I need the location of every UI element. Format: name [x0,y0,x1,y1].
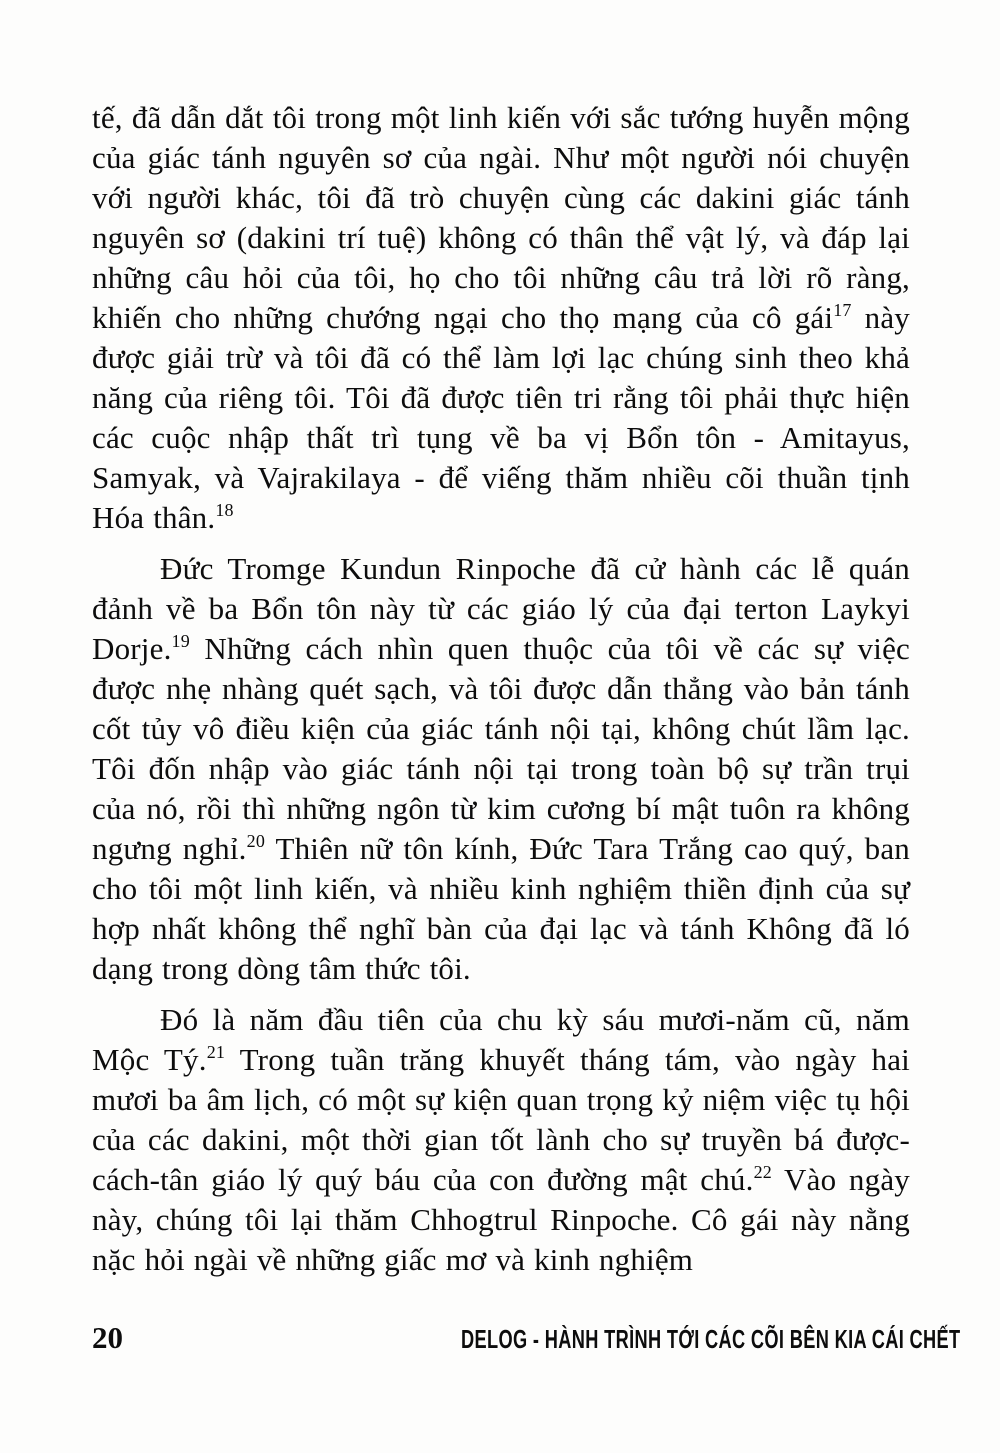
page-footer [92,1322,960,1353]
footnote-ref: 17 [833,300,852,320]
paragraph: Đó là năm đầu tiên của chu kỳ sáu mươi-năm cũ, năm Mộc Tý.$^{21}$ Trong tuần trăng khuyết tháng tám, vào ngày hai mươi ba âm lịch, có một sự kiện quan trọng kỷ niệm việc tụ hội của các dakini, một thời gian tốt lành cho sự truyền bá được-cách-tân giáo lý quý báu của con đường mật chú.$^{22}$ Vào ngày này, chúng tôi lại thăm Chhogtrul Rinpoche. Cô gái này nằng nặc hỏi ngài về những giấc mơ và kinh nghiệm [92,1002,910,1277]
footnote-ref: 22 [753,1162,772,1182]
paragraph: Đức Tromge Kundun Rinpoche đã cử hành các lễ quán đảnh về ba Bổn tôn này từ các giáo lý của đại terton Laykyi Dorje.$^{19}$ Những cách nhìn quen thuộc của tôi về các sự việc được nhẹ nhàng quét sạch, và tôi được dẫn thẳng vào bản tánh cốt tủy vô điều kiện của giác tánh nội tại, không chút lầm lạc. Tôi đốn nhập vào giác tánh nội tại trong toàn bộ sự trần trụi của nó, rồi thì những ngôn từ kim cương bí mật tuôn ra không ngưng nghỉ.$^{20}$ Thiên nữ tôn kính, Đức Tara Trắng cao quý, ban cho tôi một linh kiến, và nhiều kinh nghiệm thiền định của sự hợp nhất không thể nghĩ bàn của đại lạc và tánh Không đã ló dạng trong dòng tâm thức tôi. [92,551,910,986]
running-title: DELOG - HÀNH TRÌNH TỚI CÁC CÕI BÊN KIA CÁI CHẾT [460,1324,960,1354]
paragraph: tế, đã dẫn dắt tôi trong một linh kiến với sắc tướng huyễn mộng của giác tánh nguyên sơ của ngài. Như một người nói chuyện với người khác, tôi đã trò chuyện cùng các dakini giác tánh nguyên sơ (dakini trí tuệ) không có thân thể vật lý, và đáp lại những câu hỏi của tôi, họ cho tôi những câu trả lời rõ ràng, khiến cho những chướng ngại cho thọ mạng của cô gái$^{17}$ này được giải trừ và tôi đã có thể làm lợi lạc chúng sinh theo khả năng của riêng tôi. Tôi đã được tiên tri rằng tôi phải thực hiện các cuộc nhập thất trì tụng về ba vị Bổn tôn - Amitayus, Samyak, và Vajrakilaya - để viếng thăm nhiều cõi thuần tịnh Hóa thân.$^{18}$ [92,100,911,535]
body-text [92,98,910,1291]
footnote-ref: 19 [171,631,190,651]
footnote-ref: 18 [215,500,234,520]
footnote-ref: 20 [246,831,266,851]
footnote-ref: 21 [206,1042,226,1062]
page-number: 20 [92,1320,123,1355]
